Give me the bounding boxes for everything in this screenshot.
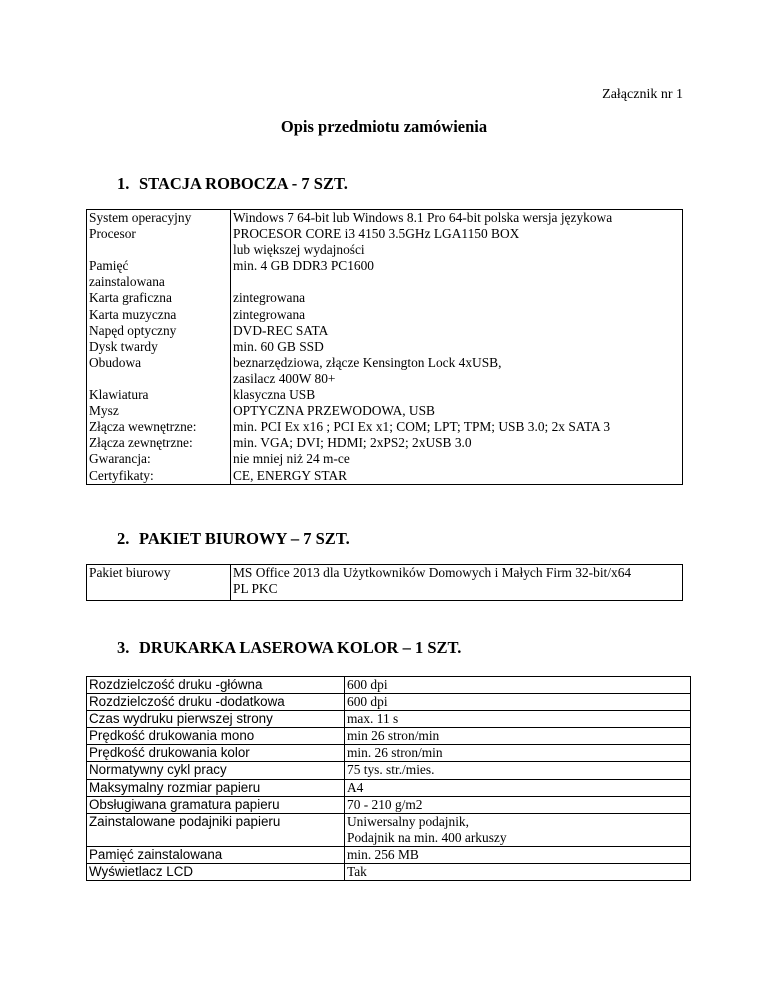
table-row bbox=[87, 779, 691, 796]
table-row bbox=[87, 711, 691, 728]
spec-value: Tak bbox=[345, 864, 691, 881]
section-number: 2. bbox=[117, 529, 130, 548]
section-title: DRUKARKA LASEROWA KOLOR – 1 SZT. bbox=[139, 638, 462, 657]
table-row bbox=[87, 728, 691, 745]
table-row bbox=[87, 694, 691, 711]
spec-value: min 26 stron/min bbox=[345, 728, 691, 745]
spec-value: 600 dpi bbox=[345, 677, 691, 694]
spec-label: Rozdzielczość druku -dodatkowa bbox=[87, 694, 345, 711]
table-row bbox=[87, 762, 691, 779]
spec-value: max. 11 s bbox=[345, 711, 691, 728]
spec-label: Prędkość drukowania mono bbox=[87, 728, 345, 745]
section-heading-workstation bbox=[117, 174, 348, 194]
table-row bbox=[87, 290, 683, 484]
table-row bbox=[87, 745, 691, 762]
section-title: STACJA ROBOCZA - 7 SZT. bbox=[139, 174, 348, 193]
spec-value: zintegrowana zintegrowana DVD-REC SATA min. 60 GB SSD beznarzędziowa, złącze Kensington Lock 4xUSB, zasilacz 400W 80+ klasyczna USB OPTYCZNA PRZEWODOWA, USB min. PCI Ex x16 ; PCI Ex x1; COM; LPT; TPM; USB 3.0; 2x SATA 3 min. VGA; DVI; HDMI; 2xPS2; 2xUSB 3.0 nie mniej niż 24 m-ce CE, ENERGY STAR bbox=[231, 290, 683, 484]
spec-label: Karta graficzna Karta muzyczna Napęd optyczny Dysk twardy Obudowa Klawiatura Mysz Złącza wewnętrzne: Złącza zewnętrzne: Gwarancja: Certyfikaty: bbox=[87, 290, 231, 484]
spec-value: Windows 7 64-bit lub Windows 8.1 Pro 64-bit polska wersja językowa PROCESOR CORE i3 4150 3.5GHz LGA1150 BOX lub większej wydajności min. 4 GB DDR3 PC1600 bbox=[231, 210, 683, 291]
spec-value: Uniwersalny podajnik, Podajnik na min. 400 arkuszy bbox=[345, 813, 691, 846]
section-heading-office-suite bbox=[117, 529, 350, 549]
table-row bbox=[87, 796, 691, 813]
spec-value: A4 bbox=[345, 779, 691, 796]
spec-label: Zainstalowane podajniki papieru bbox=[87, 813, 345, 846]
spec-label: Maksymalny rozmiar papieru bbox=[87, 779, 345, 796]
section-title: PAKIET BIUROWY – 7 SZT. bbox=[139, 529, 350, 548]
section-heading-laser-printer bbox=[117, 638, 461, 658]
workstation-spec-table bbox=[86, 209, 683, 485]
table-row bbox=[87, 677, 691, 694]
spec-value: min. 256 MB bbox=[345, 846, 691, 863]
table-row bbox=[87, 210, 683, 291]
table-row bbox=[87, 565, 683, 601]
table-row bbox=[87, 813, 691, 846]
spec-label: Pamięć zainstalowana bbox=[87, 846, 345, 863]
section-number: 1. bbox=[117, 174, 130, 193]
spec-label: Obsługiwana gramatura papieru bbox=[87, 796, 345, 813]
table-row bbox=[87, 864, 691, 881]
spec-label: Normatywny cykl pracy bbox=[87, 762, 345, 779]
spec-label: Pakiet biurowy bbox=[87, 565, 231, 601]
spec-value: min. 26 stron/min bbox=[345, 745, 691, 762]
document-title: Opis przedmiotu zamówienia bbox=[280, 117, 488, 136]
printer-spec-table bbox=[86, 676, 691, 881]
spec-label: System operacyjny Procesor Pamięć zainstalowana bbox=[87, 210, 231, 291]
spec-label: Wyświetlacz LCD bbox=[87, 864, 345, 881]
spec-value: 75 tys. str./mies. bbox=[345, 762, 691, 779]
spec-value: 600 dpi bbox=[345, 694, 691, 711]
annex-label: Załącznik nr 1 bbox=[602, 87, 683, 102]
spec-label: Prędkość drukowania kolor bbox=[87, 745, 345, 762]
section-number: 3. bbox=[117, 638, 130, 657]
table-row bbox=[87, 846, 691, 863]
spec-label: Rozdzielczość druku -główna bbox=[87, 677, 345, 694]
spec-value: 70 - 210 g/m2 bbox=[345, 796, 691, 813]
spec-value: MS Office 2013 dla Użytkowników Domowych i Małych Firm 32-bit/x64 PL PKC bbox=[231, 565, 683, 601]
office-suite-spec-table bbox=[86, 564, 683, 601]
spec-label: Czas wydruku pierwszej strony bbox=[87, 711, 345, 728]
